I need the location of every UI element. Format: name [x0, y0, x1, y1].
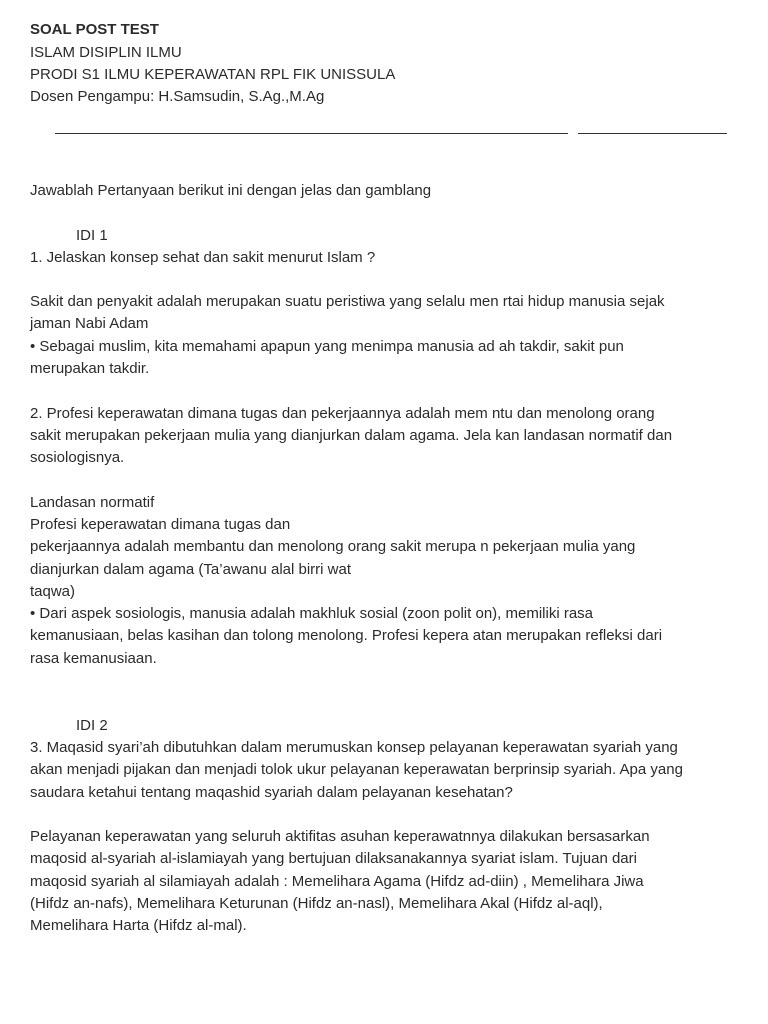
answer-1-line: merupakan takdir.	[30, 360, 150, 377]
answer-3-line: (Hifdz an-nafs), Memelihara Keturunan (Hifdz an-nasl), Memelihara Akal (Hifdz al-aql),	[30, 895, 603, 912]
answer-2-line: dianjurkan dalam agama (Ta’awanu alal birri wat	[30, 561, 351, 578]
answer-2-line: taqwa)	[30, 583, 76, 600]
id-underline	[578, 133, 727, 134]
question-1: 1. Jelaskan konsep sehat dan sakit menurut Islam ?	[30, 249, 376, 266]
answer-3-line: maqosid syariah al silamiayah adalah : Memelihara Agama (Hifdz ad-diin) , Memelihara Jiwa	[30, 873, 644, 890]
answer-2-line: rasa kemanusiaan.	[30, 650, 157, 667]
answer-1-line: Sakit dan penyakit adalah merupakan suatu peristiwa yang selalu men rtai hidup manusia sejak	[30, 293, 665, 310]
answer-2-line: kemanusiaan, belas kasihan dan tolong menolong. Profesi kepera atan merupakan refleksi dari	[30, 627, 663, 644]
question-2-line: sosiologisnya.	[30, 449, 125, 466]
question-3-line: akan menjadi pijakan dan menjadi tolok ukur pelayanan keperawatan berprinsip syariah. Apa yang	[30, 761, 683, 778]
program-line: PRODI S1 ILMU KEPERAWATAN RPL FIK UNISSULA	[30, 66, 396, 83]
answer-3-line: Pelayanan keperawatan yang seluruh aktifitas asuhan keperawatnnya dilakukan bersasarkan	[30, 828, 650, 845]
answer-1-line: • Sebagai muslim, kita memahami apapun yang menimpa manusia ad ah takdir, sakit pun	[30, 338, 624, 355]
answer-2-line: • Dari aspek sosiologis, manusia adalah makhluk sosial (zoon polit on), memiliki rasa	[30, 605, 593, 622]
answer-2-line: pekerjaannya adalah membantu dan menolong orang sakit merupa n pekerjaan mulia yang	[30, 538, 636, 555]
question-2-line: 2. Profesi keperawatan dimana tugas dan pekerjaannya adalah mem ntu dan menolong orang	[30, 405, 655, 422]
answer-3-line: maqosid al-syariah al-islamiayah yang bertujuan dilaksanakannya syariat islam. Tujuan dari	[30, 850, 637, 867]
question-2-line: sakit merupakan pekerjaan mulia yang dianjurkan dalam agama. Jela kan landasan normatif dan	[30, 427, 673, 444]
answer-2-line: Landasan normatif	[30, 494, 155, 511]
answer-3-line: Memelihara Harta (Hifdz al-mal).	[30, 917, 247, 934]
document-title: SOAL POST TEST	[30, 21, 159, 38]
lecturer-line: Dosen Pengampu: H.Samsudin, S.Ag.,M.Ag	[30, 88, 325, 105]
subject-line: ISLAM DISIPLIN ILMU	[30, 44, 182, 61]
section-label-idi2: IDI 2	[76, 717, 108, 734]
question-3-line: saudara ketahui tentang maqashid syariah dalam pelayanan kesehatan?	[30, 784, 513, 801]
answer-1-line: jaman Nabi Adam	[30, 315, 149, 332]
instruction-text: Jawablah Pertanyaan berikut ini dengan jelas dan gamblang	[30, 182, 432, 199]
section-label-idi1: IDI 1	[76, 227, 108, 244]
name-underline	[55, 133, 568, 134]
answer-2-line: Profesi keperawatan dimana tugas dan	[30, 516, 291, 533]
question-3-line: 3. Maqasid syari’ah dibutuhkan dalam merumuskan konsep pelayanan keperawatan syariah yang	[30, 739, 678, 756]
